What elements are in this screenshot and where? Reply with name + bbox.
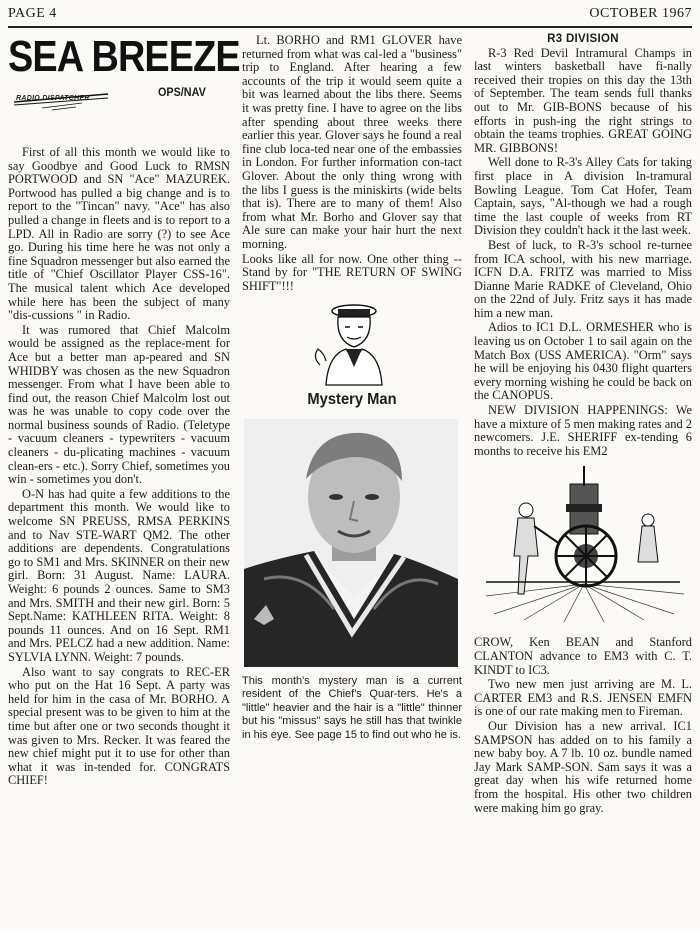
logo-text: RADIO DISPATCHER	[16, 95, 90, 102]
article-paragraph: O-N has had quite a few additions to the department this month. We would like to welcome SN PREUSS, RMSA PERKINS and to Nav STE-WART QM2. The other additions are dependents. Congratulations go to SM1 and Mrs. SKINNER on their new girl. Born: 31 August. Name: LAURA. Weight: 6 pounds 2 ounces. Same to SM3 and Mrs. SMITH and their new girl. Born: 5 Sept.Name: KATHLEEN RITA. Weight: 8 pounds 11 ounces. And on 16 Sept. RM1 and Mrs. PELCZ had a new addition. Name: SYLVIA LYNN. Weight: 7 pounds.	[8, 486, 230, 664]
article-paragraph: Well done to R-3's Alley Cats for taking first place in A division In-tramural Bowling League. Tom Cat Hofer, Team Captain, says, "Al-though we had a rough time the last couple of weeks from RT Division they couldn't hack it the last week.	[474, 155, 692, 238]
sailor-cartoon-icon	[242, 301, 462, 387]
r3-division-title: R3 DIVISION	[547, 33, 619, 45]
column-middle	[242, 34, 462, 742]
column-r3-division	[474, 34, 692, 816]
article-paragraph: Two new men just arriving are M. L. CARTER EM3 and R.S. JENSEN EMFN is one of our rate making men to Fireman.	[474, 677, 692, 719]
article-paragraph: CROW, Ken BEAN and Stanford CLANTON advance to EM3 with C. T. KINDT to IC3.	[474, 635, 692, 677]
article-paragraph: NEW DIVISION HAPPENINGS: We have a mixture of 5 men making rates and 2 newcomers. J.E. SHERIFF ex-tending 6 months to receive his EM2	[474, 403, 692, 458]
article-paragraph: R-3 Red Devil Intramural Champs in last winters basketball have fi-nally received their tropies on this day the 13th of September. The team sends full thanks out to Mr. GIB-BONS because of his efforts in push-ing the right strings to obtain the teams trophies. GREAT GOING MR. GIBBONS!	[474, 45, 692, 155]
mystery-man-photo	[244, 419, 458, 667]
page-number: PAGE 4	[8, 6, 57, 21]
ship-wheel-sailors-icon	[474, 464, 692, 622]
article-paragraph: Our Division has a new arrival. IC1 SAMPSON has added on to his family a new baby boy. A 7 lb. 10 oz. bundle named Jay Mark SAMP-SON. Sam says it was a great day when his wife returned home from the hospital. His other two children were making him go gray.	[474, 718, 692, 815]
sailor-cartoon	[242, 301, 462, 387]
mystery-man-title: Mystery Man	[307, 391, 397, 409]
issue-date: OCTOBER 1967	[589, 6, 692, 21]
closing-note: Looks like all for now. One other thing -- Stand by for "THE RETURN OF SWING SHIFT"!!!	[242, 251, 462, 293]
section-label: OPS/NAV	[158, 85, 206, 99]
article-paragraph: Best of luck, to R-3's school re-turnee from ICA school, with his new marriage. ICFN D.A. FRITZ was married to Miss Dianne Marie RADKE of Cleveland, Ohio on the 22nd of July. Fritz says it has made him a new man.	[474, 237, 692, 320]
article-paragraph: Lt. BORHO and RM1 GLOVER have returned from what was cal-led a "business" trip to England. After hearing a few accounts of the trip it would seem quite a bit was learned about the libs there. Seems it was pretty fine. I have to agree on the libs after spending about three weeks there earlier this year. Glover says he found a real fine club loca-ted near one of the embassies in London. For further information con-tact Glover. About the only thing wrong with the libs I guess is the miniskirts (wide belts that is). There are to many of them! Also from what Mr. Borho and Glover say that Ale sure can make your hair hurt the next morning.	[242, 33, 462, 251]
article-paragraph: Adios to IC1 D.L. ORMESHER who is leaving us on October 1 to sail again on the Match Box (USS AMERICA). "Orm" says he will be enjoying his 0430 flight quarters every morning wishing he could be back on the CANOPUS.	[474, 320, 692, 403]
sailor-portrait-icon	[244, 419, 458, 667]
masthead	[8, 32, 240, 146]
masthead-title: SEA BREEZE	[8, 32, 240, 81]
article-paragraph: First of all this month we would like to say Goodbye and Good Luck to RMSN PORTWOOD and SN "Ace" MAZUREK. Portwood has pulled a big change and is to report to the "Tincan" navy. "Ace" has also pulled a change in fleets and is to report to a LPD. All in Radio are sorry (?) to see Ace go. During his time here he was not only a fine Squadron messenger but also earned the title of "Chief Oscillator Player CSS-16". The musical talent which Ace developed while here has been the subject of many "dis-cussions " in Radio.	[8, 145, 230, 323]
page-header	[8, 4, 692, 28]
column-ops-nav	[8, 32, 240, 789]
photo-caption: This month's mystery man is a current resident of the Chief's Quar-ters. He's a "little" heavier and the hair is a "little" thinner but his "missus" says he still has that twinkle in his eye. See page 15 to find out who he is.	[242, 674, 462, 741]
article-paragraph: It was rumored that Chief Malcolm would be assigned as the replace-ment for Ace but a better man ap-peared and SN WHIDBY was chosen as the new Squadron messenger. From what I have been able to find out, the reason Chief Malcolm lost out was he was unable to copy code over the normal business sounds of Radio. (Teletype - vacuum cleaners - typewriters - vacuum cleaners - du-plicating machines - vacuum clean-ers - etc.). Sorry Chief, sometimes you win - sometimes you don't.	[8, 322, 230, 487]
article-paragraph: Also want to say congrats to REC-ER who put on the Hat 16 Sept. A party was held for him in the casa of Mr. BORHO. A special present was to be given to him at the time but after one or two seconds thought it was given to Mrs. Recker. It was feared the new chief might put it to use for other than what it was in-tended for. CONGRATS CHIEF!	[8, 664, 230, 788]
engine-room-illustration	[474, 464, 692, 622]
